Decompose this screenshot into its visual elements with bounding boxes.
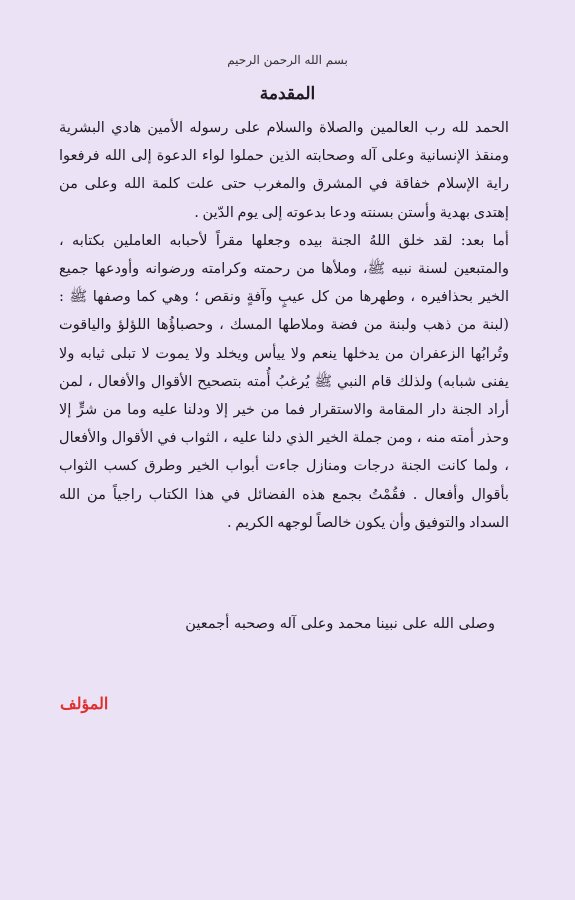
basmala: بسم الله الرحمن الرحيم [227, 53, 348, 67]
author-signature: المؤلف [60, 694, 109, 713]
closing-line: وصلى الله على نبينا محمد وعلى آله وصحبه أجمعين [185, 615, 495, 632]
body-text [59, 114, 509, 537]
paragraph-main: أما بعد: لقد خلق اللهُ الجنة بيده وجعلها مقراً لأحبابه العاملين بكتابه ، والمتبعين لسنة نبيه ﷺ، وملأها من رحمته وكرامته ورضوانه وأودعها جميع الخير بحذافيره ، وطهرها من كل عيبٍ وآفةٍ ونقص ؛ وهي كما وصفها ﷺ : (لبنة من ذهب ولبنة من فضة وملاطها المسك ، وحصباؤُها اللؤلؤ والياقوت وتُرابُها الزعفران من يدخلها ينعم ولا ييأس ويخلد ولا يموت لا تبلى ثيابه ولا يفنى شبابه) ولذلك قام النبي ﷺ يُرغبُ أُمته بتصحيح الأقوال والأفعال ، لمن أراد الجنة دار المقامة والاستقرار فما من خير إلا ودلنا عليه وما من شرٍّ إلا وحذر أمته منه ، ومن جملة الخير الذي دلنا عليه ، الثواب في الأقوال والأفعال ، ولما كانت الجنة درجات ومنازل جاءت أبواب الخير وطرق كسب الثواب بأقوال وأفعال . فقُمْتُ بجمع هذه الفضائل في هذا الكتاب راجياً من الله السداد والتوفيق وأن يكون خالصاً لوجهه الكريم . [59, 231, 510, 531]
paragraph-opening: الحمد لله رب العالمين والصلاة والسلام على رسوله الأمين هادي البشرية ومنقذ الإنسانية وعلى آله وصحابته الذين حملوا لواء الدعوة إلى الله فرفعوا راية الإسلام خفاقة في المشرق والمغرب حتى علت كلمة الله وعلى من إهتدى بهدية وأستن بسنته ودعا بدعوته إلى يوم الدّين . [59, 119, 509, 221]
page-title: المقدمة [259, 84, 316, 104]
